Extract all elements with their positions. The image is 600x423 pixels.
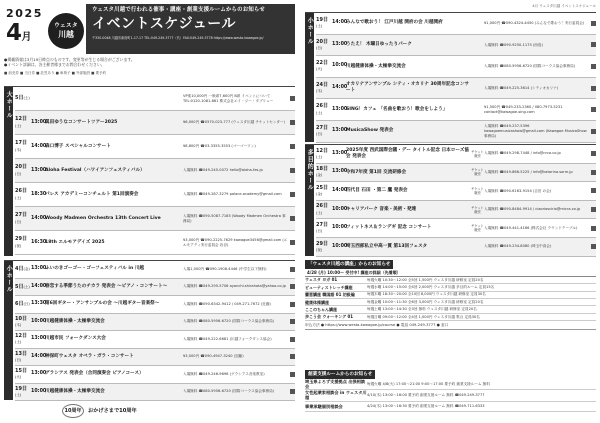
lecture-row (305, 306, 596, 313)
event-info: 入場無料 ☎090-6342-9412 / 049-271-7672 (近藤) (183, 301, 271, 306)
ticket-icon (290, 302, 295, 307)
header-month (6, 19, 31, 48)
event-date (316, 185, 332, 198)
section-label: 小ホール (4, 261, 13, 400)
startup-row (305, 402, 596, 412)
event-title: SING！カフェ 「名曲を歌おう！歌会をしよう」 (346, 106, 448, 112)
section-large-hall (4, 86, 295, 256)
event-title: 川越健康体操・太極拳交流会 (346, 63, 406, 69)
anniversary-logo: 10周年 (62, 404, 84, 418)
event-title: フィットネス＆ランデギ 記念 コンサート (346, 225, 432, 231)
ticket-icon (591, 129, 596, 134)
lecture-row (305, 299, 596, 306)
footer (4, 403, 295, 419)
event-row (316, 13, 596, 35)
event-date-weekday: (土) (15, 392, 22, 397)
event-time: 10:00 (332, 63, 348, 69)
ticket-icon (290, 240, 295, 245)
startup-name: 女性起業家相談会 in ウェスタ川越 (305, 390, 367, 401)
event-date (316, 125, 332, 138)
event-date-day: 12日 (15, 116, 27, 123)
event-row (316, 78, 596, 100)
event-info: 入場無料 ☎080-5956-6720 (国際コーラス協会事務局) (183, 389, 275, 394)
event-date (15, 351, 31, 364)
event-date (316, 39, 332, 52)
ticket-icon (290, 168, 295, 173)
event-time: 14:00 (332, 187, 348, 193)
event-date-weekday: (日) (23, 302, 30, 307)
event-date-day: 26日 (316, 103, 328, 110)
event-date-day: 5日 (15, 95, 24, 102)
event-date (15, 140, 31, 153)
event-date-weekday: (日) (316, 229, 323, 234)
lecture-name: 歩こう会 ウォーキング 01 (305, 314, 354, 320)
lecture-apply-info: 申込方法 ● https://www.westa-kawagoe.jp/course ● 電話 049-249-3777 ● 窓口 (305, 321, 596, 330)
event-date (15, 188, 31, 201)
event-date-day: 13日 (15, 350, 27, 357)
lecture-name: 蘭恵講座 韓国語 01 初級編 (305, 292, 355, 298)
event-time: 14:00 (31, 143, 47, 149)
header (4, 4, 295, 54)
event-info: 入場無料 ☎080-5956-6720 (国際コーラス協会事務局) (484, 64, 576, 69)
ticket-icon (290, 354, 295, 359)
event-tag: チケット販売 (471, 205, 484, 214)
logo-line2: 川越 (58, 29, 74, 39)
event-title: ふいのきゴーゴー・ゴーフェスティバル in 川越 (45, 266, 145, 272)
left-page (4, 4, 295, 419)
event-date (316, 103, 332, 116)
ticket-icon (591, 64, 596, 69)
event-title: 川越健康体操・太極拳交流会 (45, 318, 105, 324)
event-date (15, 284, 31, 290)
event-row (15, 331, 295, 349)
lecture-row (305, 284, 596, 291)
event-tag: チケット販売 (471, 168, 484, 177)
ticket-icon (591, 244, 596, 249)
large-hall-rows (15, 87, 295, 255)
event-title: 第6回ギター・アンサンブルの会 ～川越ギター音楽祭～ (45, 301, 160, 307)
event-date-weekday: (日) (15, 171, 22, 176)
event-info: 入場無料 ☎049-298-7448 / info@nrca.co.jp (484, 151, 561, 156)
event-date-day: 25日 (316, 184, 328, 191)
event-date-weekday: (日) (316, 132, 323, 137)
event-date-weekday: (金) (316, 173, 323, 178)
event-date-weekday: (土) (23, 96, 30, 101)
event-info: ¥1,500円 ☎049-233-2360 / 080-7973-5231 contact@kawagoe-sing.com (484, 105, 563, 114)
event-title: オカリナアンサンブル シティ・オカリナ 30周年記念コンサート (346, 82, 470, 94)
event-date-day: 27日 (15, 212, 27, 219)
event-date-day: 27日 (316, 125, 328, 132)
multipurpose-hall-rows (316, 145, 596, 257)
ticket-icon (290, 389, 295, 394)
event-date-weekday: (土) (316, 154, 323, 159)
ticket-icon (290, 96, 295, 101)
notes (4, 57, 295, 68)
event-date (15, 316, 31, 329)
event-date (316, 148, 332, 161)
event-date-weekday: (土) (15, 123, 22, 128)
event-title: 埼玉西部私立中高一貫 第13回フェスタ (346, 243, 428, 249)
section-multipurpose-hall (305, 144, 596, 256)
lecture-name: ここのちゃん講座 (305, 306, 337, 312)
lecture-row (305, 292, 596, 299)
event-time: 13:00 (332, 169, 348, 175)
lecture-box (305, 260, 596, 330)
event-date (316, 82, 332, 95)
startup-box (305, 370, 596, 412)
event-row (316, 145, 596, 164)
event-date-day: 19日 (316, 17, 328, 24)
event-time: 13:00 (31, 167, 47, 173)
event-time: 14:00 (332, 20, 348, 26)
ticket-icon (290, 120, 295, 125)
event-row (316, 201, 596, 220)
event-time: 10:00 (31, 318, 47, 324)
event-info: 入場無料 ☎049-234-8080 (埼玉中高会) (484, 244, 552, 249)
ticket-icon (591, 86, 596, 91)
event-time: 10:00 (31, 388, 47, 394)
lecture-box-title: 「ウェスタ川越の講座」からのお知らせ (305, 260, 393, 269)
event-info: 入場無料 ☎049-237-5396 kawagoemusicashow@gmail.com (Kawagoe MusicaShow 事務局) (484, 124, 587, 138)
lecture-detail: 毎週火曜 10:30～12:00 全5回 1,500円 ウェスタ川越 研修室 定員20名 (367, 277, 484, 282)
event-row (316, 182, 596, 201)
event-date-day: 18日 (316, 166, 328, 173)
anniversary-text: おかげさまで10周年 (88, 407, 137, 414)
event-date-weekday: (土) (15, 340, 22, 345)
event-info: 入場無料 ☎049-287-3279 palace-academy@gmail.com (183, 192, 282, 197)
event-title: うたえ！ 木曜日ゆったりパーク (346, 42, 412, 48)
event-date (15, 368, 31, 381)
event-date-day: 20日 (316, 38, 328, 45)
event-info: 入場無料 ☎049-222-6681 (川越フォークダンス協会) (183, 336, 272, 341)
ticket-icon (290, 337, 295, 342)
ticket-icon (290, 216, 295, 221)
section-label: 小ホール (305, 13, 314, 142)
ticket-icon (591, 21, 596, 26)
startup-detail: 4/10(木) 13:00～16:00 要予約 創業支援ルーム 無料 ☎049-249-3777 (367, 393, 485, 398)
event-time: 13:00 (332, 41, 348, 47)
event-row (15, 314, 295, 332)
event-date-weekday: (木) (15, 322, 22, 327)
startup-rows (305, 379, 596, 412)
event-info: 入場無料 ☎080-5956-6720 (国際コーラス協会事務局) (183, 319, 275, 324)
event-info: 入場無料 ☎090-5087-7185 (Woody Madmen Orchestra 事務局) (183, 213, 286, 223)
event-info: 入場無料 ☎049-246-9696 (グラシアス音楽教室) (183, 371, 265, 376)
event-date-day: 12日 (316, 147, 328, 154)
event-date-day: 29日 (15, 236, 27, 243)
event-date-weekday: (土) (23, 284, 30, 289)
event-date (316, 17, 332, 30)
event-date-day: 10日 (15, 315, 27, 322)
event-title: グラシアス 発表会（合同演奏会 ピアノコース） (45, 371, 144, 377)
event-row (15, 384, 295, 402)
legend: ■ 前売券 ■ 当日券 ■ 託児あり ■ 車椅子 ■ 外部施設 ■ 要予約 (4, 70, 107, 75)
event-time: 13:00 (332, 150, 348, 156)
ticket-icon (591, 151, 596, 156)
event-date-day: 29日 (316, 240, 328, 247)
event-date-day: 15日 (15, 368, 27, 374)
header-band (86, 4, 295, 54)
event-row (15, 207, 295, 231)
event-info: 入場無料 ☎049-225-3614 (シティオカリナ) (484, 85, 559, 90)
event-date-weekday: (木) (15, 147, 22, 152)
event-row (15, 135, 295, 159)
event-time: 10:00 (332, 225, 348, 231)
event-date (316, 203, 332, 216)
event-date (15, 164, 31, 177)
event-date-weekday: (日) (15, 357, 22, 362)
event-title: Woody Madmen Orchestra 13th Concert Live (45, 215, 161, 221)
event-info: 入場無料 ☎049-866-5225 / info@katarina.sorm.jp (484, 170, 573, 175)
event-date-weekday: (日) (15, 219, 22, 224)
ticket-icon (591, 207, 596, 212)
event-row (316, 56, 596, 78)
ticket-icon (290, 144, 295, 149)
startup-row (305, 379, 596, 391)
ticket-icon (591, 226, 596, 231)
event-info: 入場無料 ☎049-245-0072 hello@aloha-fes.jp (183, 168, 263, 173)
event-time: 13:00 (31, 266, 47, 272)
lecture-name: ビューティストレッチ講座 (305, 284, 353, 290)
event-row (15, 87, 295, 111)
section-small-hall (4, 260, 295, 400)
event-time: 13:30 (31, 301, 47, 307)
ticket-icon (290, 319, 295, 324)
event-info: 入場無料 ☎090-9250-1175 (西島) (484, 42, 543, 47)
event-title: 川越健康体操・太極拳交流会 (45, 388, 105, 394)
event-title: キャリアパーク 音楽・美術・発達 (346, 206, 417, 212)
event-date (316, 166, 332, 179)
event-date-day: 12日 (15, 333, 27, 339)
startup-detail: 4/24(木) 13:00～16:30 要予約 創業支援ルーム 無料 ☎049-711-6333 (367, 403, 485, 408)
startup-name: 埼玉県よろず支援拠点 出張相談会 (305, 378, 366, 389)
lecture-detail: 毎週木曜 18:30～20:00 全10回 8,000円 ウェスタ川越 研修室 定員30名 (367, 292, 486, 297)
logo-line1: ウェスタ (54, 22, 78, 29)
event-date-weekday: (火) (15, 375, 22, 380)
event-row (316, 238, 596, 257)
header-month-suffix: 月 (21, 32, 32, 43)
event-row (316, 35, 596, 57)
header-subtitle: ウェスタ川越で行われる催事・講座・創業支援ルームからのお知らせ (92, 7, 265, 13)
event-date (15, 116, 31, 129)
event-row (15, 349, 295, 367)
event-time: 14:00 (332, 85, 348, 91)
event-date-day: 4日 (15, 266, 24, 273)
event-row (316, 99, 596, 121)
startup-name: 事業承継個別相談会 (305, 403, 343, 409)
westa-logo (48, 13, 84, 49)
lecture-row (305, 277, 596, 284)
ticket-icon (290, 284, 295, 289)
event-row (15, 159, 295, 183)
event-info: 入場無料 ☎049-295-5706 ayanchi.shirahata@yahoo.co.jp (183, 284, 286, 289)
event-title: 2025年度 西武国際会議・デー タイトル記念 日本ローズ協会 発表会 (346, 148, 469, 159)
event-info: ¥8,800円 ☎03-3355-3553 (ゴーゴーワン) (183, 144, 256, 149)
event-row (15, 261, 295, 279)
event-date-day: 6日 (15, 301, 24, 308)
event-date-day: 26日 (15, 188, 27, 195)
event-time: 13:00 (31, 119, 47, 125)
event-info: 入場無料 ☎090-6163-9154 (吉田 の会) (484, 188, 552, 193)
ticket-icon (591, 107, 596, 112)
event-row (15, 111, 295, 135)
event-date-weekday: (金) (23, 267, 30, 272)
event-title: MusicaShow 発表会 (346, 128, 394, 134)
section-small-hall-cont (305, 12, 596, 142)
lecture-detail: 毎週日曜 09:00～12:00 全4回 1,000円 ウェスタ川越 集合 定員30名 (367, 314, 480, 319)
header-month-number: 4 (6, 20, 22, 46)
event-time: 13:00 (31, 336, 47, 342)
event-date-weekday: (土) (15, 195, 22, 200)
event-date-day: 5日 (15, 283, 24, 290)
event-date-weekday: (木) (316, 89, 323, 94)
event-date (316, 241, 332, 254)
event-info: ¥3,000円 ☎090-2225-7629 kawagoe3456@gmail.com (エルモアディ実行委員会 岩谷) (183, 237, 288, 247)
event-title: みんなで歌おう！ 江戸川越 開府の会 川越開府 (346, 20, 443, 26)
event-date (15, 266, 31, 272)
header-address: 〒350-0048 川越市新宿町1-17-17 TEL:049-249-3777（代）FAX:049-249-3778 https://www.westa-kawagoe.jp/ (92, 36, 264, 41)
event-info: 入場無料 ☎049-441-4166 (株式会社 ラウンドテーブル) (484, 225, 578, 230)
header-date-block (4, 4, 86, 54)
event-date-weekday: (火) (316, 67, 323, 72)
event-date (15, 386, 31, 399)
page-title: イベントスケジュール (92, 15, 237, 32)
startup-box-title: 創業支援ルームからのお知らせ (305, 370, 375, 379)
section-label: 大ホール (4, 87, 13, 256)
note-item: ●掲載情報は3月19日時点のものです。変更等が生じる場合がございます。 (4, 57, 135, 62)
event-date-weekday: (土) (316, 110, 323, 115)
lecture-name: 健康体操講座 (305, 299, 329, 305)
event-time: 14:00 (31, 353, 47, 359)
event-info: 入場1,000円 ☎090-1908-4446 (中学生以下無料) (183, 266, 267, 271)
event-date-weekday: (日) (316, 45, 323, 50)
event-time: 16:30 (31, 239, 47, 245)
startup-detail: 毎週火曜 4/8(火) 17:00～21:00 9:00～17:00 要予約 創業支援ルーム 無料 (367, 381, 490, 386)
event-title: 春恋する季節うたのチカラ 発表会 ～ピアノ・コンサート～ (45, 283, 168, 289)
event-row (15, 183, 295, 207)
event-time: 14:00 (31, 215, 47, 221)
event-info: ¥6,000円 ☎0570-023-777 (ウェスタ川越 チケットセンター) (183, 120, 285, 125)
event-info: 入場無料 ☎090-8484-9914 / ciaorioscirio@micra.co.jp (484, 207, 581, 212)
event-row (15, 296, 295, 314)
event-info: VP楽10,000円 一般席7,600円 B席 イベントについて TEL:0120-1081-861 株式会社エイ・ジー・ダブリュー (183, 93, 274, 103)
lecture-box-subtitle: 4/28 (月) 10:00～ 受付中! 講座の詳細（先着順） (305, 269, 596, 277)
event-title: パレス アカデミーコンチェルト 第1回演奏会 (45, 191, 139, 197)
startup-row (305, 390, 596, 402)
event-date-weekday: (土) (316, 210, 323, 215)
event-date (15, 301, 31, 307)
ticket-icon (591, 170, 596, 175)
event-title: 森口博子 スペシャルコンサート (45, 143, 111, 149)
event-row (15, 366, 295, 384)
small-hall-cont-rows (316, 13, 596, 143)
event-info: ¥1,000円 ☎090-4324-4450 (みんなで歌おう！実行委員会) (484, 20, 585, 25)
event-date-day: 17日 (15, 140, 27, 147)
event-time: 10:00 (332, 206, 348, 212)
event-date-weekday: (金) (316, 191, 323, 196)
ticket-icon (591, 42, 596, 47)
event-title: 四代目 石田 ・第二 鷹 発表会 (346, 188, 408, 194)
event-date-weekday: (祝) (15, 243, 22, 248)
event-date (15, 95, 31, 101)
event-row (15, 231, 295, 255)
section-label: 多目的ホール (305, 145, 314, 256)
event-title: 令和7年度 第1回 交流研修会 (346, 169, 407, 175)
ticket-icon (591, 188, 596, 193)
event-time: 13:00 (332, 128, 348, 134)
event-time: 13:00 (332, 106, 348, 112)
event-date-day: 26日 (316, 203, 328, 210)
right-page (305, 4, 596, 419)
lecture-rows (305, 277, 596, 321)
event-title: 18th エルモアデイズ 2025 (45, 239, 105, 245)
event-row (316, 219, 596, 238)
event-date (15, 236, 31, 249)
event-date (15, 333, 31, 346)
event-date-weekday: (祝) (316, 247, 323, 252)
event-tag: チケット販売 (471, 186, 484, 195)
event-title: 神保町ウェスタ オペラ・ガラ・コンサート (45, 353, 134, 359)
note-item: ●イベント詳細は、各主催者様までお問合わせください。 (4, 62, 105, 68)
event-row (316, 121, 596, 143)
lecture-row (305, 314, 596, 321)
event-date-weekday: (土) (316, 24, 323, 29)
event-tag: チケット販売 (471, 224, 484, 233)
event-time: 10:00 (332, 243, 348, 249)
event-row (15, 279, 295, 297)
event-time: 14:00 (31, 283, 47, 289)
event-date (316, 60, 332, 73)
header-year: 2025 (6, 7, 44, 20)
ticket-icon (290, 372, 295, 377)
event-date-day: 27日 (316, 221, 328, 228)
event-date (316, 222, 332, 235)
ticket-icon (290, 267, 295, 272)
event-tag: チケット販売 (471, 149, 484, 158)
lecture-detail: 毎週土曜 13:00～14:30 全3回 無料 ウェスタ川越 研修室 定員20名 (367, 307, 477, 312)
running-header: 4月 ウェスタ川越 イベントスケジュール (532, 4, 596, 8)
lecture-detail: 毎週金曜 10:00～11:30 全6回 3,000円 ウェスタ川越 研修室 定員20名 (367, 299, 484, 304)
event-title: 眞田ゆうなコンサートツアー2025 (45, 119, 118, 125)
event-date-day: 24日 (316, 81, 328, 88)
small-hall-rows (15, 261, 295, 401)
event-date-day: 20日 (15, 164, 27, 171)
event-title: Aloha Festival（ハワイアンフェスティバル） (45, 167, 145, 173)
event-date (15, 212, 31, 225)
event-title: 川越市民 フォークダンス大会 (45, 336, 106, 342)
ticket-icon (290, 192, 295, 197)
event-row (316, 164, 596, 183)
lecture-detail: 毎週水曜 14:00～15:00 全4回 2,000円 ウェスタ川越 多目的ルーム 定員15名 (367, 285, 495, 290)
event-date-day: 19日 (15, 385, 27, 392)
event-time: 13:00 (31, 371, 47, 377)
event-info: ¥3,000円 ☎090-4947-3240 (加藤) (183, 354, 244, 359)
lecture-name: ウェスタ ヨガ 01 (305, 277, 338, 283)
event-time: 18:30 (31, 191, 47, 197)
event-date-day: 22日 (316, 60, 328, 67)
